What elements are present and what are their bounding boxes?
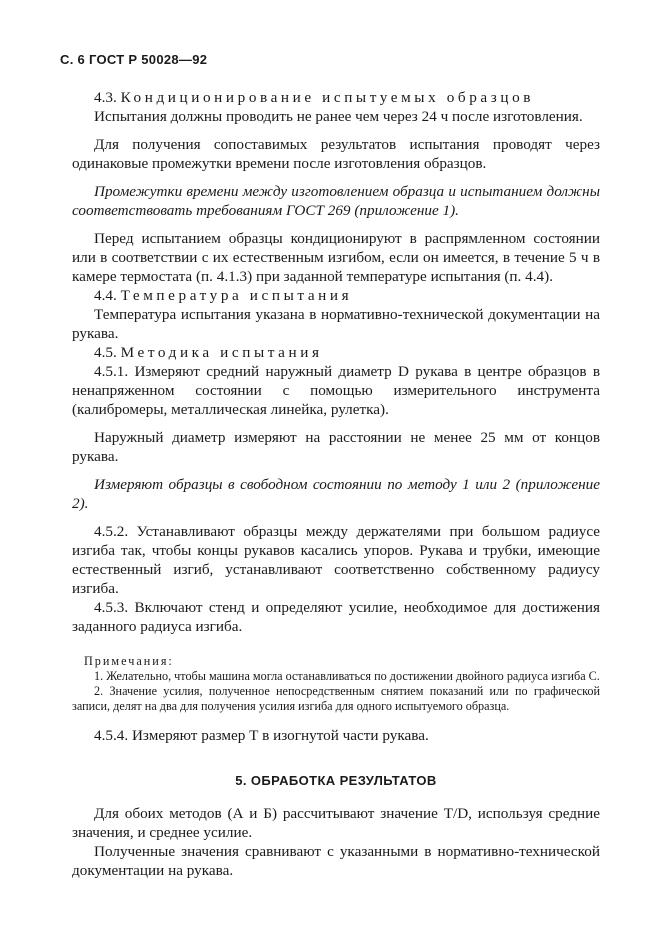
- section-4-4-number: 4.4.: [94, 287, 117, 304]
- section-5-heading: 5. ОБРАБОТКА РЕЗУЛЬТАТОВ: [235, 773, 437, 788]
- paragraph-4-5-2: 4.5.2. Устанавливают образцы между держателями при большом радиусе изгиба так, чтобы концы рукавов касались упоров. Рукава и трубки, имеющие естественный изгиб, устанавливают соответственно собственному радиусу изгиба.: [72, 523, 600, 597]
- paragraph-4-5-3: 4.5.3. Включают стенд и определяют усилие, необходимое для достижения заданного радиуса изгиба.: [72, 599, 600, 635]
- notes-title: Примечания:: [84, 654, 174, 668]
- section-4-3-title: Кондиционирование испытуемых образцов: [120, 89, 535, 106]
- paragraph-4-5-1: 4.5.1. Измеряют средний наружный диаметр D рукава в центре образцов в ненапряженном состоянии с помощью измерительного инструмента (калибромеры, металлическая линейка, рулетка).: [72, 363, 600, 418]
- paragraph-4-4-1: Температура испытания указана в нормативно-технической документации на рукава.: [72, 306, 600, 342]
- note-1: 1. Желательно, чтобы машина могла останавливаться по достижении двойного радиуса изгиба С.: [94, 669, 600, 683]
- paragraph-4-3-1: Испытания должны проводить не ранее чем через 24 ч после изготовления.: [94, 108, 583, 125]
- document-body: [72, 88, 600, 880]
- section-4-4-title: Температура испытания: [120, 287, 353, 304]
- section-4-5-number: 4.5.: [94, 344, 117, 361]
- section-4-3-number: 4.3.: [94, 89, 117, 106]
- section-4-5-title: Методика испытания: [120, 344, 323, 361]
- notes-block: [72, 654, 600, 714]
- paragraph-4-5-1-c: Измеряют образцы в свободном состоянии по методу 1 или 2 (приложение 2).: [72, 476, 600, 512]
- paragraph-4-3-4: Перед испытанием образцы кондиционируют в распрямленном состоянии или в соответствии с их естественным изгибом, если он имеется, в течение 5 ч в камере термостата (п. 4.1.3) при заданной температуре испытания (п. 4.4).: [72, 230, 600, 285]
- section-4-4-heading: [72, 286, 600, 305]
- page-header: С. 6 ГОСТ Р 50028—92: [60, 52, 208, 67]
- paragraph-4-5-1-b: Наружный диаметр измеряют на расстоянии не менее 25 мм от концов рукава.: [72, 429, 600, 465]
- paragraph-4-3-2: Для получения сопоставимых результатов испытания проводят через одинаковые промежутки времени после изготовления образцов.: [72, 136, 600, 172]
- section-4-3-heading: [72, 88, 600, 107]
- note-2: 2. Значение усилия, полученное непосредственным снятием показаний или по графической записи, делят на два для получения усилия изгиба для одного испытуемого образца.: [72, 684, 600, 713]
- paragraph-5-1: Для обоих методов (А и Б) рассчитывают значение T/D, используя средние значения, и среднее усилие.: [72, 805, 600, 841]
- paragraph-4-3-3: Промежутки времени между изготовлением образца и испытанием должны соответствовать требованиям ГОСТ 269 (приложение 1).: [72, 183, 600, 219]
- paragraph-5-2: Полученные значения сравнивают с указанными в нормативно-технической документации на рукава.: [72, 843, 600, 879]
- paragraph-4-5-4: 4.5.4. Измеряют размер Т в изогнутой части рукава.: [94, 727, 429, 744]
- section-4-5-heading: [72, 343, 600, 362]
